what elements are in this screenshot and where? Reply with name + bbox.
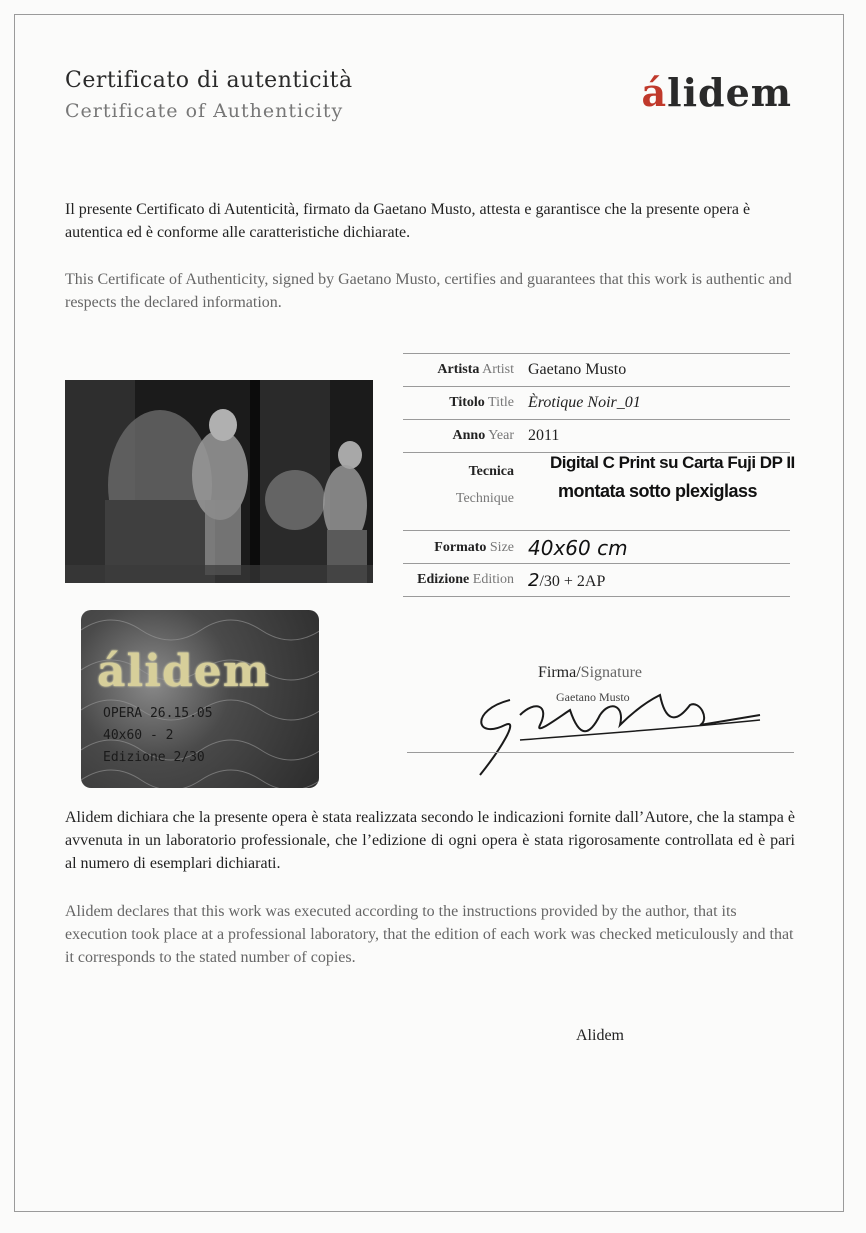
title-value: Èrotique Noir_01 <box>528 394 641 411</box>
declaration-text-it: Alidem dichiara che la presente opera è stata realizzata secondo le indicazioni fornite dall’Autore, che la stampa è avvenuta in un laboratorio professionale, che l’edizione di ogni opera è stata rigorosamente controllata ed è pari al numero di esemplari dichiarati. <box>65 809 795 872</box>
hologram-text-line: 40x60 - 2 <box>103 728 174 743</box>
row-year <box>403 420 790 452</box>
year-label: Anno Year <box>452 428 514 443</box>
intro-text-it: Il presente Certificato di Autenticità, firmato da Gaetano Musto, attesta e garantisce che la presente opera è autentica ed è conforme alle caratteristiche dichiarate. <box>65 201 751 241</box>
intro-text-en: This Certificate of Authenticity, signed by Gaetano Musto, certifies and guarantees that this work is authentic and respects the declared information. <box>65 271 792 311</box>
table-rule <box>403 596 790 597</box>
artist-value: Gaetano Musto <box>528 361 627 378</box>
technique-value <box>550 453 795 502</box>
size-value: 40x60 cm <box>528 536 628 560</box>
alidem-logo <box>642 70 792 115</box>
artist-label: Artista Artist <box>437 362 514 377</box>
artwork-image <box>65 380 373 583</box>
certificate-title-en: Certificate of Authenticity <box>65 100 344 122</box>
logo-rest: lidem <box>667 70 792 115</box>
title-label: Titolo Title <box>449 395 514 410</box>
hologram-text-line: Edizione 2/30 <box>103 750 205 765</box>
signature-printed-name: Gaetano Musto <box>556 690 630 704</box>
hologram-logo: álidem <box>97 646 271 697</box>
table-rule <box>403 530 790 531</box>
artwork-photo <box>65 380 373 583</box>
row-edition <box>403 564 790 596</box>
certificate-title-it: Certificato di autenticità <box>65 68 353 93</box>
technique-value-line2: montata sotto plexiglass <box>558 481 758 501</box>
technique-label: Tecnica Technique <box>455 464 514 506</box>
row-artist <box>403 354 790 386</box>
logo-accent-letter: á <box>641 70 668 115</box>
signature-label: Firma/Signature <box>538 664 642 681</box>
hologram-seal <box>81 610 319 788</box>
hologram-text-line: OPERA 26.15.05 <box>103 706 213 721</box>
technique-value-line1: Digital C Print su Carta Fuji DP II <box>550 453 795 472</box>
closing-signatory: Alidem <box>576 1027 624 1044</box>
row-title <box>403 387 790 419</box>
edition-label: Edizione Edition <box>417 572 514 587</box>
edition-value: 2/30 + 2AP <box>528 569 606 591</box>
declaration-text-en: Alidem declares that this work was executed according to the instructions provided by the author, that its execution took place at a professional laboratory, that the edition of each work was checked meticulously and that it corresponds to the stated number of copies. <box>65 903 794 966</box>
size-label: Formato Size <box>434 540 514 555</box>
signature-line <box>407 752 794 753</box>
signature-scrawl <box>460 680 770 780</box>
year-value: 2011 <box>528 427 560 444</box>
row-size <box>403 532 790 564</box>
